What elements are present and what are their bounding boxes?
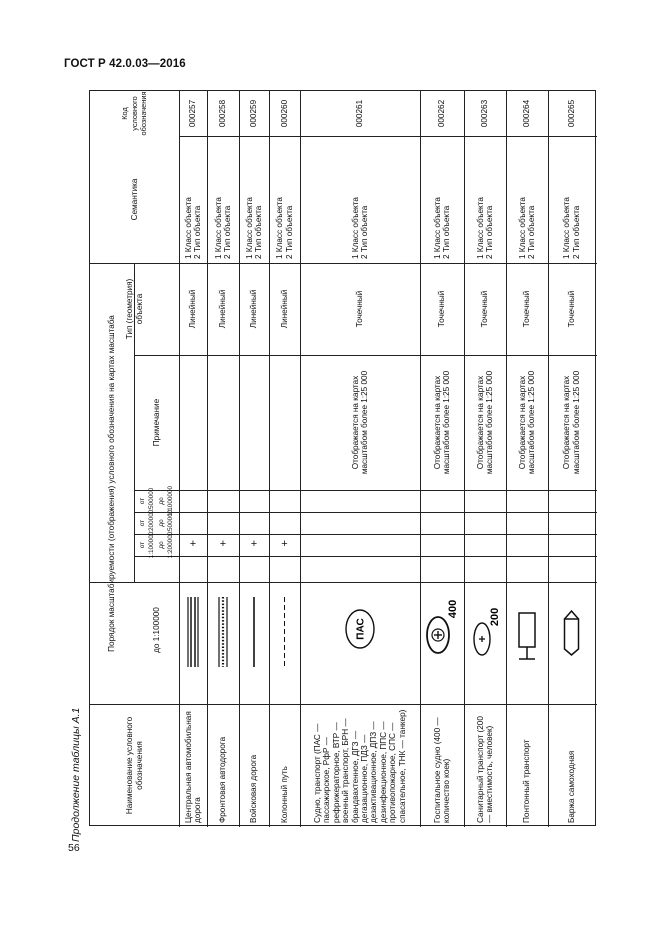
- row-name: Фронтовая автодорога: [218, 736, 228, 823]
- row-note: Отображается на картах масштабом более 1:25 000: [350, 370, 369, 475]
- header-scale-group: Порядок масштабируемости (отображения) условного обозначения на картах масштаба: [107, 315, 117, 652]
- header-type: Тип (геометрия) объекта: [125, 278, 144, 340]
- row-code: 000258: [218, 99, 228, 128]
- table-rule: [135, 534, 597, 535]
- table-caption: Продолжение таблицы А.1: [70, 707, 82, 842]
- row-name: Судно, транспорт (ПАС — пассажирское, РфР — рефрижераторное, ВТР — военный транспорт, БРН — брандвахтенное, ДГЗ — дегазационное, ПДЗ — дезактивационное, ДПЗ — дезинфекционное, ППС — противопожарное, СПС — спасательное, ТНК — танкер): [312, 709, 407, 823]
- header-scale-3: от 1:200000 до 1:500000: [138, 509, 174, 537]
- row-note: Отображается на картах масштабом более 1:25 000: [562, 370, 581, 475]
- road-dotted-double-line-icon: [207, 557, 239, 703]
- row-type: Точечный: [522, 290, 532, 328]
- pontoon-transport-icon: [506, 557, 548, 703]
- row-note: Отображается на картах масштабом более 1:25 000: [475, 370, 494, 475]
- row-type: Точечный: [566, 290, 576, 328]
- symbol-label: 400: [447, 599, 459, 619]
- row-code: 000263: [480, 99, 490, 128]
- row-code: 000261: [355, 99, 365, 128]
- row-name: Войсковая дорога: [249, 754, 259, 823]
- standard-title: ГОСТ Р 42.0.03—2016: [64, 58, 186, 70]
- row-type: Точечный: [355, 290, 365, 328]
- header-scale-4: от 1:500000 до 1:1000000: [138, 485, 174, 517]
- row-type: Линейный: [249, 289, 259, 329]
- row-code: 000259: [249, 99, 259, 128]
- row-semantics: 1 Класс объекта 2 Тип объекта: [517, 197, 536, 259]
- row-type: Линейный: [218, 289, 228, 329]
- self-propelled-barge-icon: [548, 557, 595, 703]
- scale-mark: +: [189, 538, 197, 550]
- row-semantics: 1 Класс объекта 2 Тип объекта: [213, 197, 232, 259]
- row-name: Центральная автомобильная дорога: [183, 711, 202, 823]
- scale-mark: +: [281, 538, 288, 550]
- header-semantics: Семантика: [129, 178, 139, 221]
- header-name: Наименование условного обозначения: [125, 716, 144, 815]
- vessel-oval-icon: [300, 557, 420, 703]
- hospital-ship-icon: [420, 557, 464, 703]
- road-double-line-icon: [179, 557, 207, 703]
- symbols-table: [89, 90, 596, 826]
- row-semantics: 1 Класс объекта 2 Тип объекта: [562, 197, 581, 259]
- row-type: Линейный: [188, 289, 198, 329]
- row-note: Отображается на картах масштабом более 1:25 000: [432, 370, 451, 475]
- header-note: Примечание: [151, 398, 161, 447]
- row-type: Линейный: [279, 289, 289, 329]
- row-code: 000264: [522, 99, 532, 128]
- header-code: Код условного обозначения: [120, 91, 149, 136]
- row-name: Госпитальное судно (400 — количество коек): [432, 717, 451, 823]
- row-type: Точечный: [480, 290, 490, 328]
- symbol-label: ПАС: [355, 618, 367, 640]
- scale-mark: +: [219, 538, 227, 550]
- row-note: Отображается на картах масштабом более 1:25 000: [517, 370, 536, 475]
- scale-mark: +: [250, 538, 258, 550]
- road-thin-line-icon: [239, 557, 269, 703]
- sanitary-transport-icon: [464, 557, 506, 703]
- row-semantics: 1 Класс объекта 2 Тип объекта: [275, 197, 294, 259]
- symbol-label: 200: [489, 607, 501, 627]
- table-rule: [135, 512, 597, 513]
- page-number: 56: [68, 842, 80, 854]
- row-semantics: 1 Класс объекта 2 Тип объекта: [475, 197, 494, 259]
- row-code: 000260: [279, 99, 289, 128]
- row-semantics: 1 Класс объекта 2 Тип объекта: [244, 197, 263, 259]
- row-semantics: 1 Класс объекта 2 Тип объекта: [183, 197, 202, 259]
- row-code: 000265: [566, 99, 576, 128]
- road-dashed-line-icon: [269, 557, 300, 703]
- row-semantics: 1 Класс объекта 2 Тип объекта: [350, 197, 369, 259]
- row-code: 000257: [188, 99, 198, 128]
- row-name: Понтонный транспорт: [522, 739, 532, 823]
- header-scale-1: до 1:100000: [151, 607, 161, 653]
- row-type: Точечный: [437, 290, 447, 328]
- row-name: Колонный путь: [279, 766, 289, 823]
- table-rule: [135, 490, 597, 491]
- row-name: Санитарный транспорт (200 — вместимость, человек): [475, 716, 494, 823]
- row-name: Баржа самоходная: [566, 750, 576, 823]
- header-scale-2: от 1:100000 до 1:200000: [138, 531, 174, 559]
- row-code: 000262: [437, 99, 447, 128]
- row-semantics: 1 Класс объекта 2 Тип объекта: [432, 197, 451, 259]
